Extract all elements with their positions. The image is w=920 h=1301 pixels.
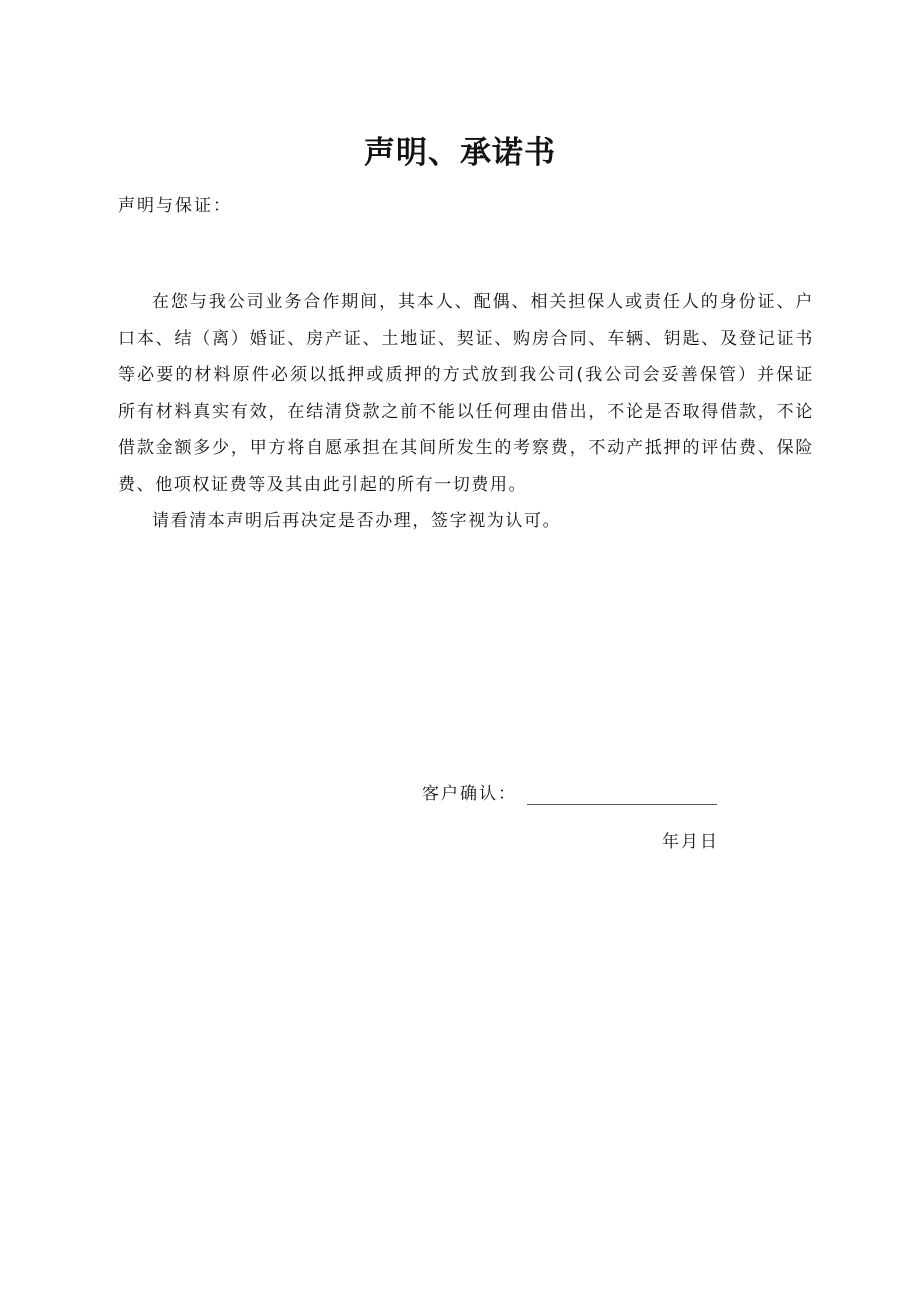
statement-paragraph: 在您与我公司业务合作期间，其本人、配偶、相关担保人或责任人的身份证、户口本、结（离）婚证、房产证、土地证、契证、购房合同、车辆、钥匙、及登记证书等必要的材料原件必须以抵押或质押的方式放到我公司(我公司会妥善保管）并保证所有材料真实有效，在结清贷款之前不能以任何理由借出，不论是否取得借款，不论借款金额多少，甲方将自愿承担在其间所发生的考察费，不动产抵押的评估费、保险费、他项权证费等及其由此引起的所有一切费用。 — [118, 292, 814, 495]
signature-line — [527, 784, 717, 805]
customer-confirmation — [422, 780, 717, 808]
date-label: 年月日 — [662, 832, 719, 852]
statement-body — [118, 284, 814, 540]
statement-paragraph: 请看清本声明后再决定是否办理，签字视为认可。 — [152, 511, 562, 531]
page-title: 声明、承诺书 — [364, 135, 556, 171]
confirmation-label: 客户确认： — [422, 784, 517, 804]
section-heading: 声明与保证： — [118, 196, 232, 216]
